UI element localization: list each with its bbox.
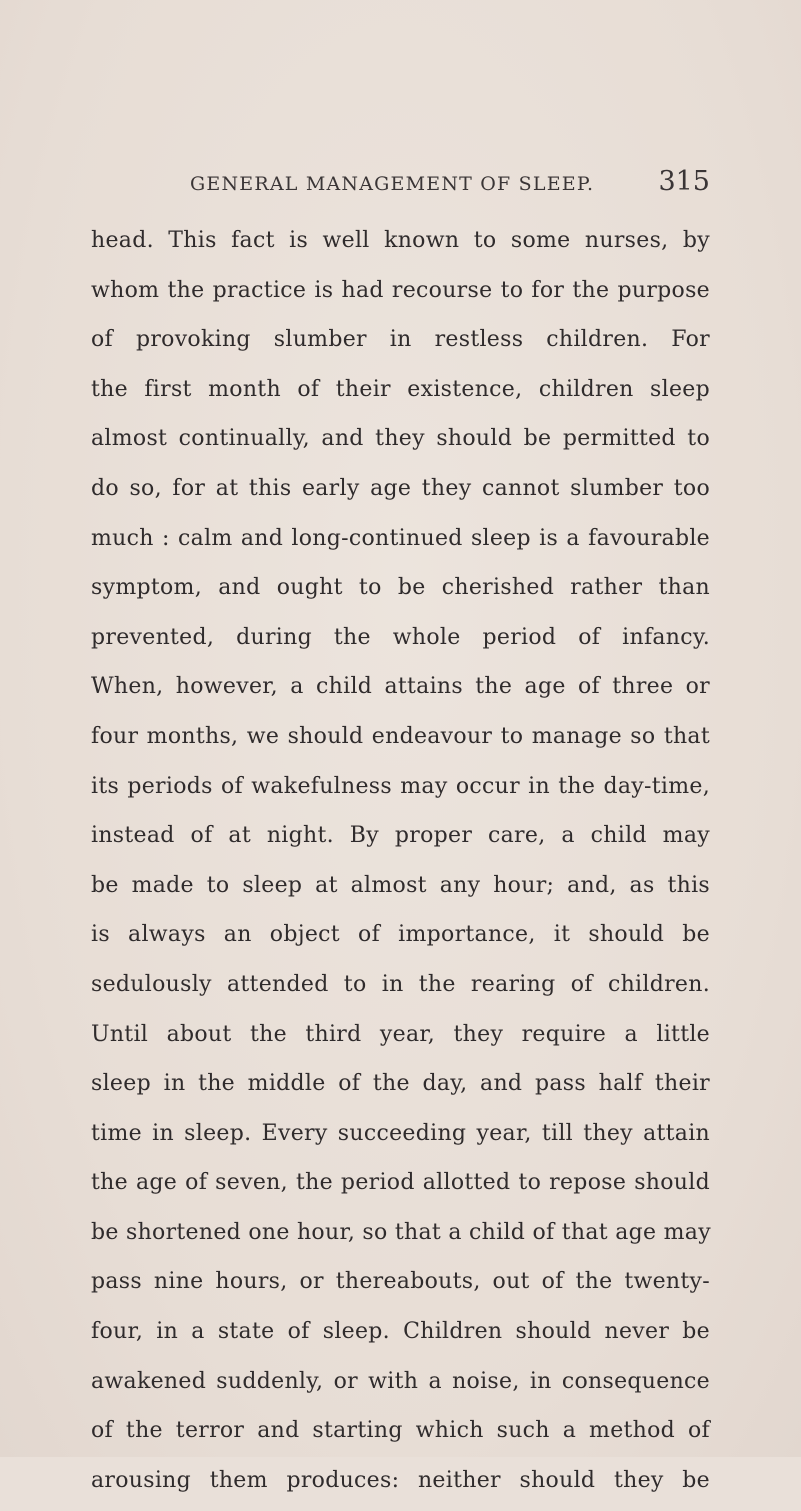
text-line: awakened suddenly, or with a noise, in consequence [91,1368,710,1394]
text-line: arousing them produces: neither should they be [91,1467,710,1493]
text-line: be shortened one hour, so that a child of that age may [91,1219,711,1245]
body-text [91,222,710,1511]
text-line: is always an object of importance, it should be [91,922,710,948]
text-line: the age of seven, the period allotted to repose should [91,1170,710,1196]
text-line: four months, we should endeavour to manage so that [91,723,710,749]
text-line: whom the practice is had recourse to for the purpose [91,277,710,303]
text-line: do so, for at this early age they cannot slumber too [91,475,710,501]
text-line: Until about the third year, they require a little [91,1021,710,1047]
text-line: almost continually, and they should be permitted to [91,426,710,452]
text-line: much : calm and long-continued sleep is a favourable [91,525,710,551]
text-line: instead of at night. By proper care, a child may [91,823,710,849]
text-line: pass nine hours, or thereabouts, out of the twenty- [91,1269,710,1295]
text-line: four, in a state of sleep. Children should never be [91,1319,710,1345]
text-line: be made to sleep at almost any hour; and, as this [91,872,710,898]
text-line: sedulously attended to in the rearing of children. [91,971,710,997]
text-line: its periods of wakefulness may occur in the day-time, [91,773,710,799]
text-line: prevented, during the whole period of infancy. [91,624,710,650]
running-title: GENERAL MANAGEMENT OF SLEEP. [190,173,595,195]
text-line: of provoking slumber in restless children. For [91,327,710,353]
text-line: sleep in the middle of the day, and pass half their [91,1071,710,1097]
text-line: head. This fact is well known to some nurses, by [91,228,710,253]
text-line: symptom, and ought to be cherished rather than [91,575,710,601]
text-line: When, however, a child attains the age of three or [91,674,710,700]
page-number: 315 [658,166,710,197]
text-line: of the terror and starting which such a method of [91,1418,710,1444]
text-line: time in sleep. Every succeeding year, till they attain [91,1120,710,1146]
running-head [190,166,710,196]
text-line: the first month of their existence, children sleep [91,376,710,402]
